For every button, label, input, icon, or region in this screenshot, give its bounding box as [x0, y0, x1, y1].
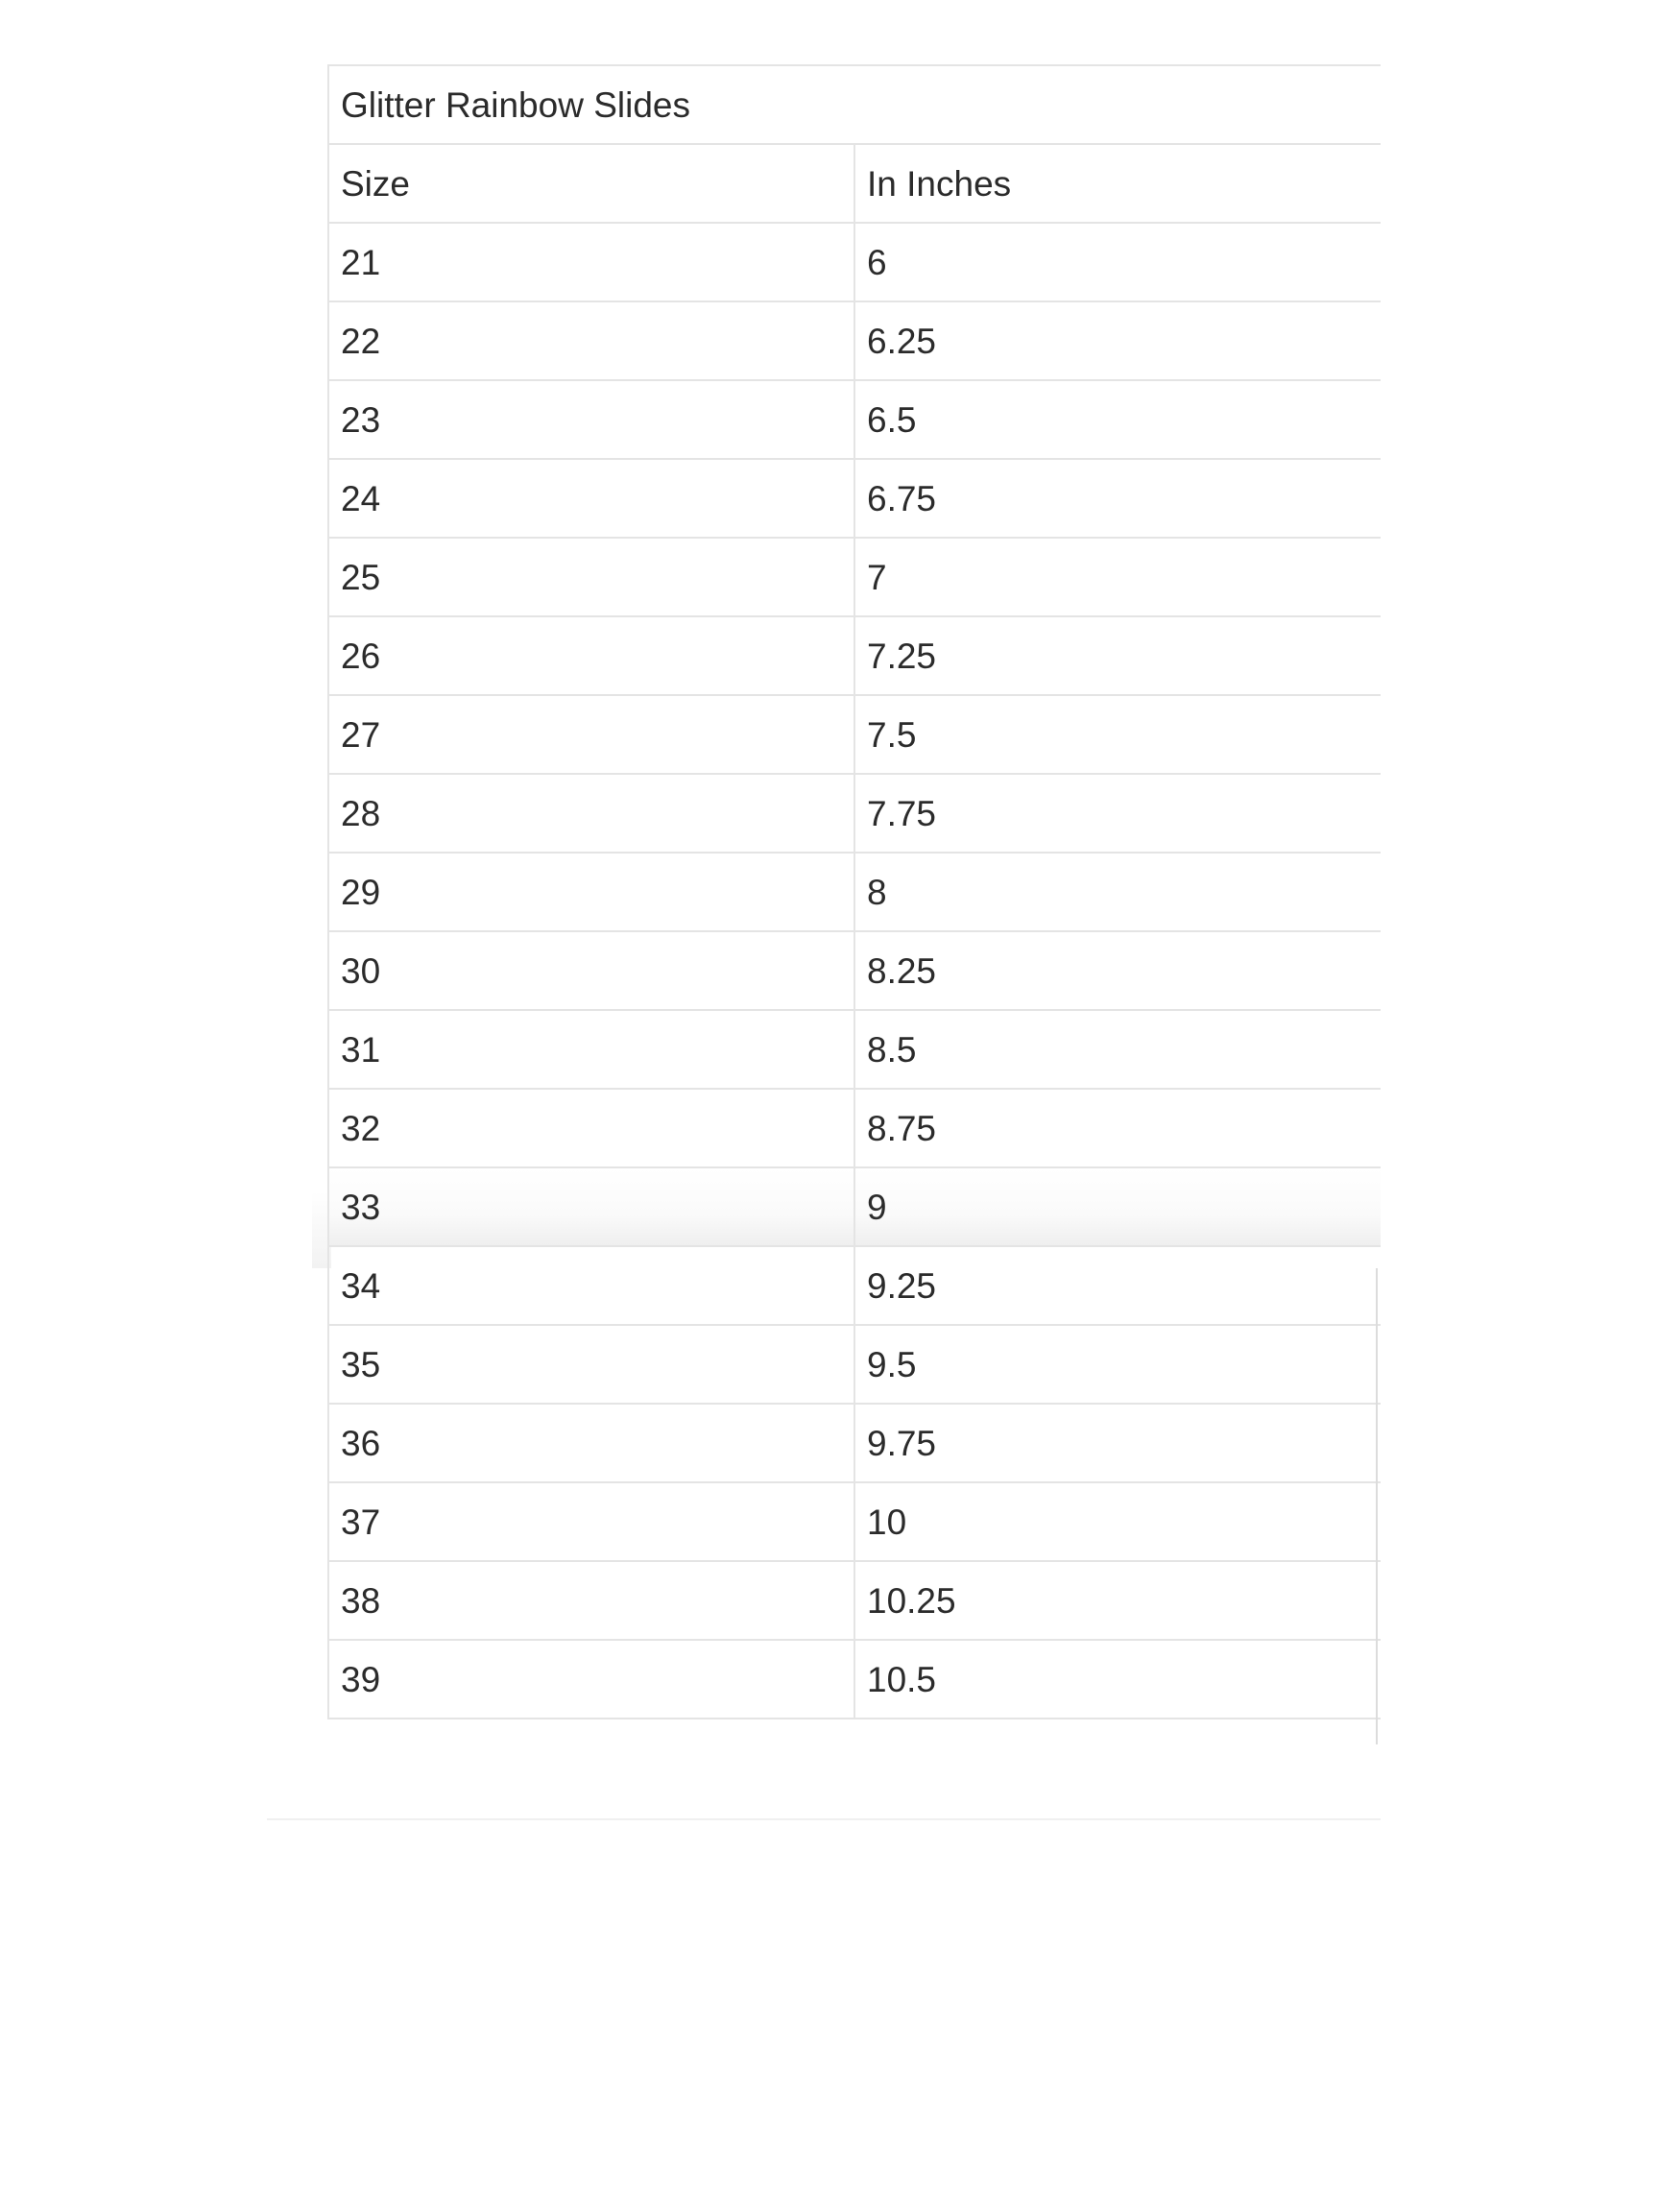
- inches-cell: 8.5: [854, 1010, 1381, 1089]
- size-chart-table: [327, 64, 1381, 1719]
- inches-cell: 10: [854, 1482, 1381, 1561]
- inches-cell: 7.75: [854, 774, 1381, 853]
- size-cell: 26: [328, 616, 854, 695]
- inches-cell: 6.25: [854, 301, 1381, 380]
- size-cell: 21: [328, 223, 854, 301]
- table-row: [328, 1561, 1381, 1640]
- size-cell: 39: [328, 1640, 854, 1719]
- table-row: [328, 1089, 1381, 1167]
- size-cell: 29: [328, 853, 854, 931]
- inches-cell: 8.25: [854, 931, 1381, 1010]
- header-size: Size: [328, 144, 854, 223]
- size-chart-body: [328, 65, 1381, 1719]
- table-title-row: [328, 65, 1381, 144]
- table-row: [328, 538, 1381, 616]
- inches-cell: 10.25: [854, 1561, 1381, 1640]
- size-cell: 24: [328, 459, 854, 538]
- size-cell: 34: [328, 1246, 854, 1325]
- table-title: Glitter Rainbow Slides: [328, 65, 1381, 144]
- table-row: [328, 1167, 1381, 1246]
- inches-cell: 9.5: [854, 1325, 1381, 1404]
- table-row: [328, 1640, 1381, 1719]
- inches-cell: 9.25: [854, 1246, 1381, 1325]
- table-header-row: [328, 144, 1381, 223]
- table-row: [328, 301, 1381, 380]
- size-cell: 36: [328, 1404, 854, 1482]
- table-row: [328, 380, 1381, 459]
- table-row: [328, 1010, 1381, 1089]
- table-row: [328, 1325, 1381, 1404]
- inches-cell: 6.5: [854, 380, 1381, 459]
- size-cell: 27: [328, 695, 854, 774]
- size-cell: 28: [328, 774, 854, 853]
- table-row: [328, 459, 1381, 538]
- table-row: [328, 695, 1381, 774]
- size-cell: 38: [328, 1561, 854, 1640]
- inches-cell: 6.75: [854, 459, 1381, 538]
- size-cell: 23: [328, 380, 854, 459]
- table-row: [328, 774, 1381, 853]
- size-cell: 35: [328, 1325, 854, 1404]
- inches-cell: 8: [854, 853, 1381, 931]
- table-row: [328, 616, 1381, 695]
- size-cell: 30: [328, 931, 854, 1010]
- size-cell: 37: [328, 1482, 854, 1561]
- inches-cell: 8.75: [854, 1089, 1381, 1167]
- inches-cell: 6: [854, 223, 1381, 301]
- table-row: [328, 223, 1381, 301]
- size-cell: 33: [328, 1167, 854, 1246]
- footer-divider: [267, 1818, 1381, 1820]
- inches-cell: 10.5: [854, 1640, 1381, 1719]
- table-row: [328, 853, 1381, 931]
- table-row: [328, 1246, 1381, 1325]
- size-cell: 25: [328, 538, 854, 616]
- inches-cell: 9: [854, 1167, 1381, 1246]
- table-row: [328, 1482, 1381, 1561]
- size-cell: 22: [328, 301, 854, 380]
- inches-cell: 7: [854, 538, 1381, 616]
- table-row: [328, 931, 1381, 1010]
- inches-cell: 7.25: [854, 616, 1381, 695]
- inches-cell: 7.5: [854, 695, 1381, 774]
- size-cell: 32: [328, 1089, 854, 1167]
- size-cell: 31: [328, 1010, 854, 1089]
- header-inches: In Inches: [854, 144, 1381, 223]
- table-row: [328, 1404, 1381, 1482]
- inches-cell: 9.75: [854, 1404, 1381, 1482]
